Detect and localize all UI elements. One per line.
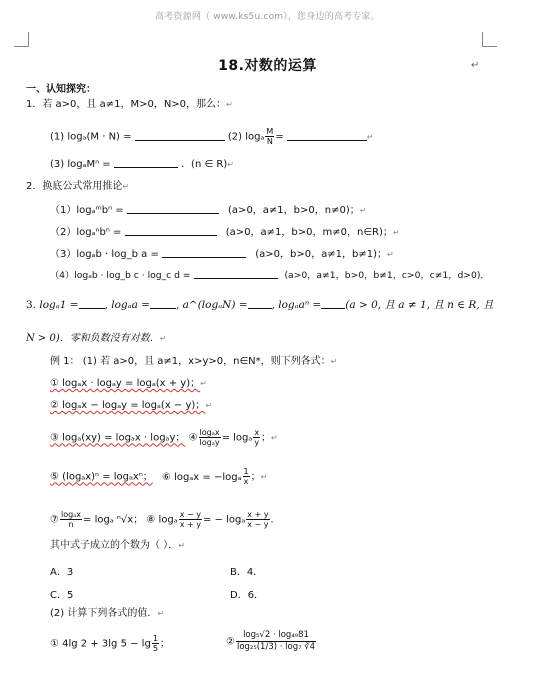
item2-intro: 2．换底公式常用推论↵: [26, 181, 130, 192]
paragraph-mark-icon: ↵: [471, 60, 480, 71]
example1-statement-1: ① logₐx · logₐy = logₐ(x + y)；↵: [50, 378, 207, 389]
example1-question: 其中式子成立的个数为（ ）．↵: [50, 540, 185, 551]
item1-formula-row: (1) logₐ(M · N) = (2) logₐ $\frac{M}{N}$ = ↵: [50, 127, 374, 146]
answer-blank[interactable]: [248, 298, 272, 309]
fraction: $\frac{1}{x}$: [243, 467, 249, 486]
option-c[interactable]: C．5: [50, 590, 74, 601]
item1-a: (1) logₐ(M · N) =: [50, 131, 132, 143]
margin-corner-mark-right: [482, 32, 497, 47]
fraction: $\frac{x + y}{x - y}$: [247, 510, 269, 529]
item2-row-3: （3）logₐb · log_b a = (a>0，b>0，a≠1，b≠1)；↵: [50, 249, 394, 260]
example1-statement-2: ② logₐx − logₐy = logₐ(x − y)；↵: [50, 400, 213, 411]
answer-blank[interactable]: [114, 157, 178, 168]
answer-blank[interactable]: [125, 225, 217, 236]
answer-blank[interactable]: [162, 247, 246, 258]
fraction: $\frac{1}{5}$: [152, 634, 158, 653]
fraction: $\frac{x - y}{x + y}$: [179, 510, 201, 529]
item2-row-1: （1）logₐᵐbⁿ = (a>0，a≠1，b>0，n≠0)；↵: [50, 205, 367, 216]
example1-statement-3-4: ③ logₐ(xy) = logₐx · logₐy； ④ $\frac{\text{logₐx}}{\text{logₐy}}$ = logₐ $\frac{x}{y}$ ；↵: [50, 428, 278, 447]
item2-row-2: （2）logₐⁿbⁿ = (a>0，a≠1，b>0，m≠0，n∈R)；↵: [50, 227, 400, 238]
answer-blank[interactable]: [135, 130, 225, 141]
fraction: $\frac{\text{logₐx}}{n}$: [60, 510, 82, 529]
fraction: $\frac{\text{log₅√2 · log₄₉81}}{\text{log₂₅(1/3) · log₇ ∛4}}$: [236, 630, 316, 652]
option-a[interactable]: A．3: [50, 567, 74, 578]
answer-blank[interactable]: [287, 130, 367, 141]
answer-blank[interactable]: [194, 268, 278, 279]
margin-corner-mark-left: [14, 32, 29, 47]
example1-part2: (2) 计算下列各式的值．↵: [50, 608, 165, 619]
page-header: 高考资源网（ www.ks5u.com），您身边的高考专家。: [155, 12, 380, 22]
example1-intro: 例 1： (1) 若 a>0，且 a≠1，x>y>0，n∈N*，则下列各式：↵: [50, 356, 338, 367]
section-heading: 一、认知探究：: [26, 84, 96, 95]
fraction: $\frac{M}{N}$: [266, 127, 274, 146]
example1-statement-7-8: ⑦ $\frac{\text{logₐx}}{n}$ = logₐ ⁿ√x； ⑧ logₐ $\frac{x - y}{x + y}$ = − logₐ $\frac{x + y}{x - y}$ ．: [50, 510, 281, 529]
item3-row: 3. logₐ1 = , logₐa = , a^(logₐN) = , logₐaⁿ = (a > 0, 且 a ≠ 1, 且 n ∈ R, 且: [26, 299, 494, 311]
item3-continuation: N > 0)．零和负数没有对数．↵: [26, 333, 167, 344]
item2-row-4: （4）logₐb · log_b c · log_c d = (a>0，a≠1，b>0，b≠1，c>0，c≠1，d>0)．: [50, 270, 490, 281]
answer-blank[interactable]: [321, 298, 345, 309]
calc-expression-2: ② $\frac{\text{log₅√2 · log₄₉81}}{\text{log₂₅(1/3) · log₇ ∛4}}$: [226, 630, 316, 652]
doc-title: 18.对数的运算: [218, 58, 317, 74]
item1-intro: 1．若 a>0，且 a≠1，M>0，N>0，那么：↵: [26, 99, 233, 110]
calc-expression-1: ① 4lg 2 + 3lg 5 − lg $\frac{1}{5}$ ；: [50, 634, 170, 653]
answer-blank[interactable]: [127, 203, 219, 214]
item1-b-row: (3) logₐMⁿ = ．(n ∈ R)↵: [50, 159, 234, 170]
answer-blank[interactable]: [150, 298, 176, 309]
example1-statement-5-6: ⑤ (logₐx)ⁿ = logₐxⁿ； ⑥ logₐx = −logₐ $\frac{1}{x}$ ；↵: [50, 467, 268, 486]
answer-blank[interactable]: [79, 298, 105, 309]
option-d[interactable]: D．6．: [230, 590, 265, 601]
fraction: $\frac{\text{logₐx}}{\text{logₐy}}$: [199, 428, 220, 447]
fraction: $\frac{x}{y}$: [254, 428, 260, 447]
item1-a-mid: (2) logₐ: [227, 131, 265, 143]
option-b[interactable]: B．4．: [230, 567, 264, 578]
